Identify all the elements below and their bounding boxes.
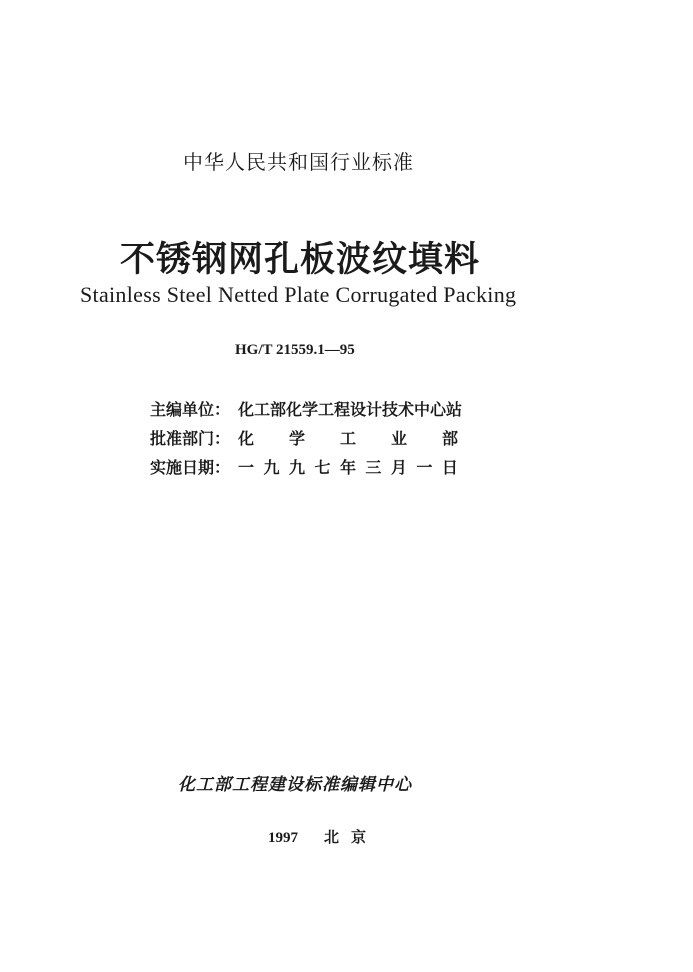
approver-char: 业 (390, 429, 407, 448)
editor-row (150, 397, 462, 426)
approver-char: 部 (441, 429, 458, 448)
approver-char: 化 (238, 429, 255, 448)
effective-date-value (238, 455, 458, 478)
date-char: 九 (263, 458, 280, 477)
document-title-chinese: 不锈钢网孔板波纹填料 (120, 240, 481, 280)
publication-city: 北京 (324, 828, 379, 846)
approver-char: 工 (339, 429, 356, 448)
approver-row (150, 426, 462, 455)
date-char: 一 (416, 458, 433, 477)
approver-value (238, 426, 458, 449)
date-char: 三 (365, 458, 382, 477)
date-char: 月 (390, 458, 407, 477)
effective-date-label: 实施日期： (150, 458, 231, 477)
approver-label: 批准部门： (150, 429, 231, 448)
editor-label: 主编单位： (150, 400, 231, 419)
date-char: 日 (441, 458, 458, 477)
effective-date-row (150, 455, 462, 484)
publisher-name: 化工部工程建设标准编辑中心 (178, 775, 412, 795)
date-char: 年 (339, 458, 356, 477)
date-char: 一 (238, 458, 255, 477)
standard-number: HG/T 21559.1—95 (235, 342, 355, 358)
publication-year-city (268, 826, 378, 847)
publication-year: 1997 (268, 830, 298, 846)
approver-char: 学 (288, 429, 305, 448)
publication-info (150, 397, 462, 484)
editor-value: 化工部化学工程设计技术中心站 (238, 400, 463, 419)
date-char: 九 (288, 458, 305, 477)
document-title-english: Stainless Steel Netted Plate Corrugated Packing (80, 282, 517, 307)
date-char: 七 (314, 458, 331, 477)
standard-type-heading: 中华人民共和国行业标准 (183, 150, 414, 174)
